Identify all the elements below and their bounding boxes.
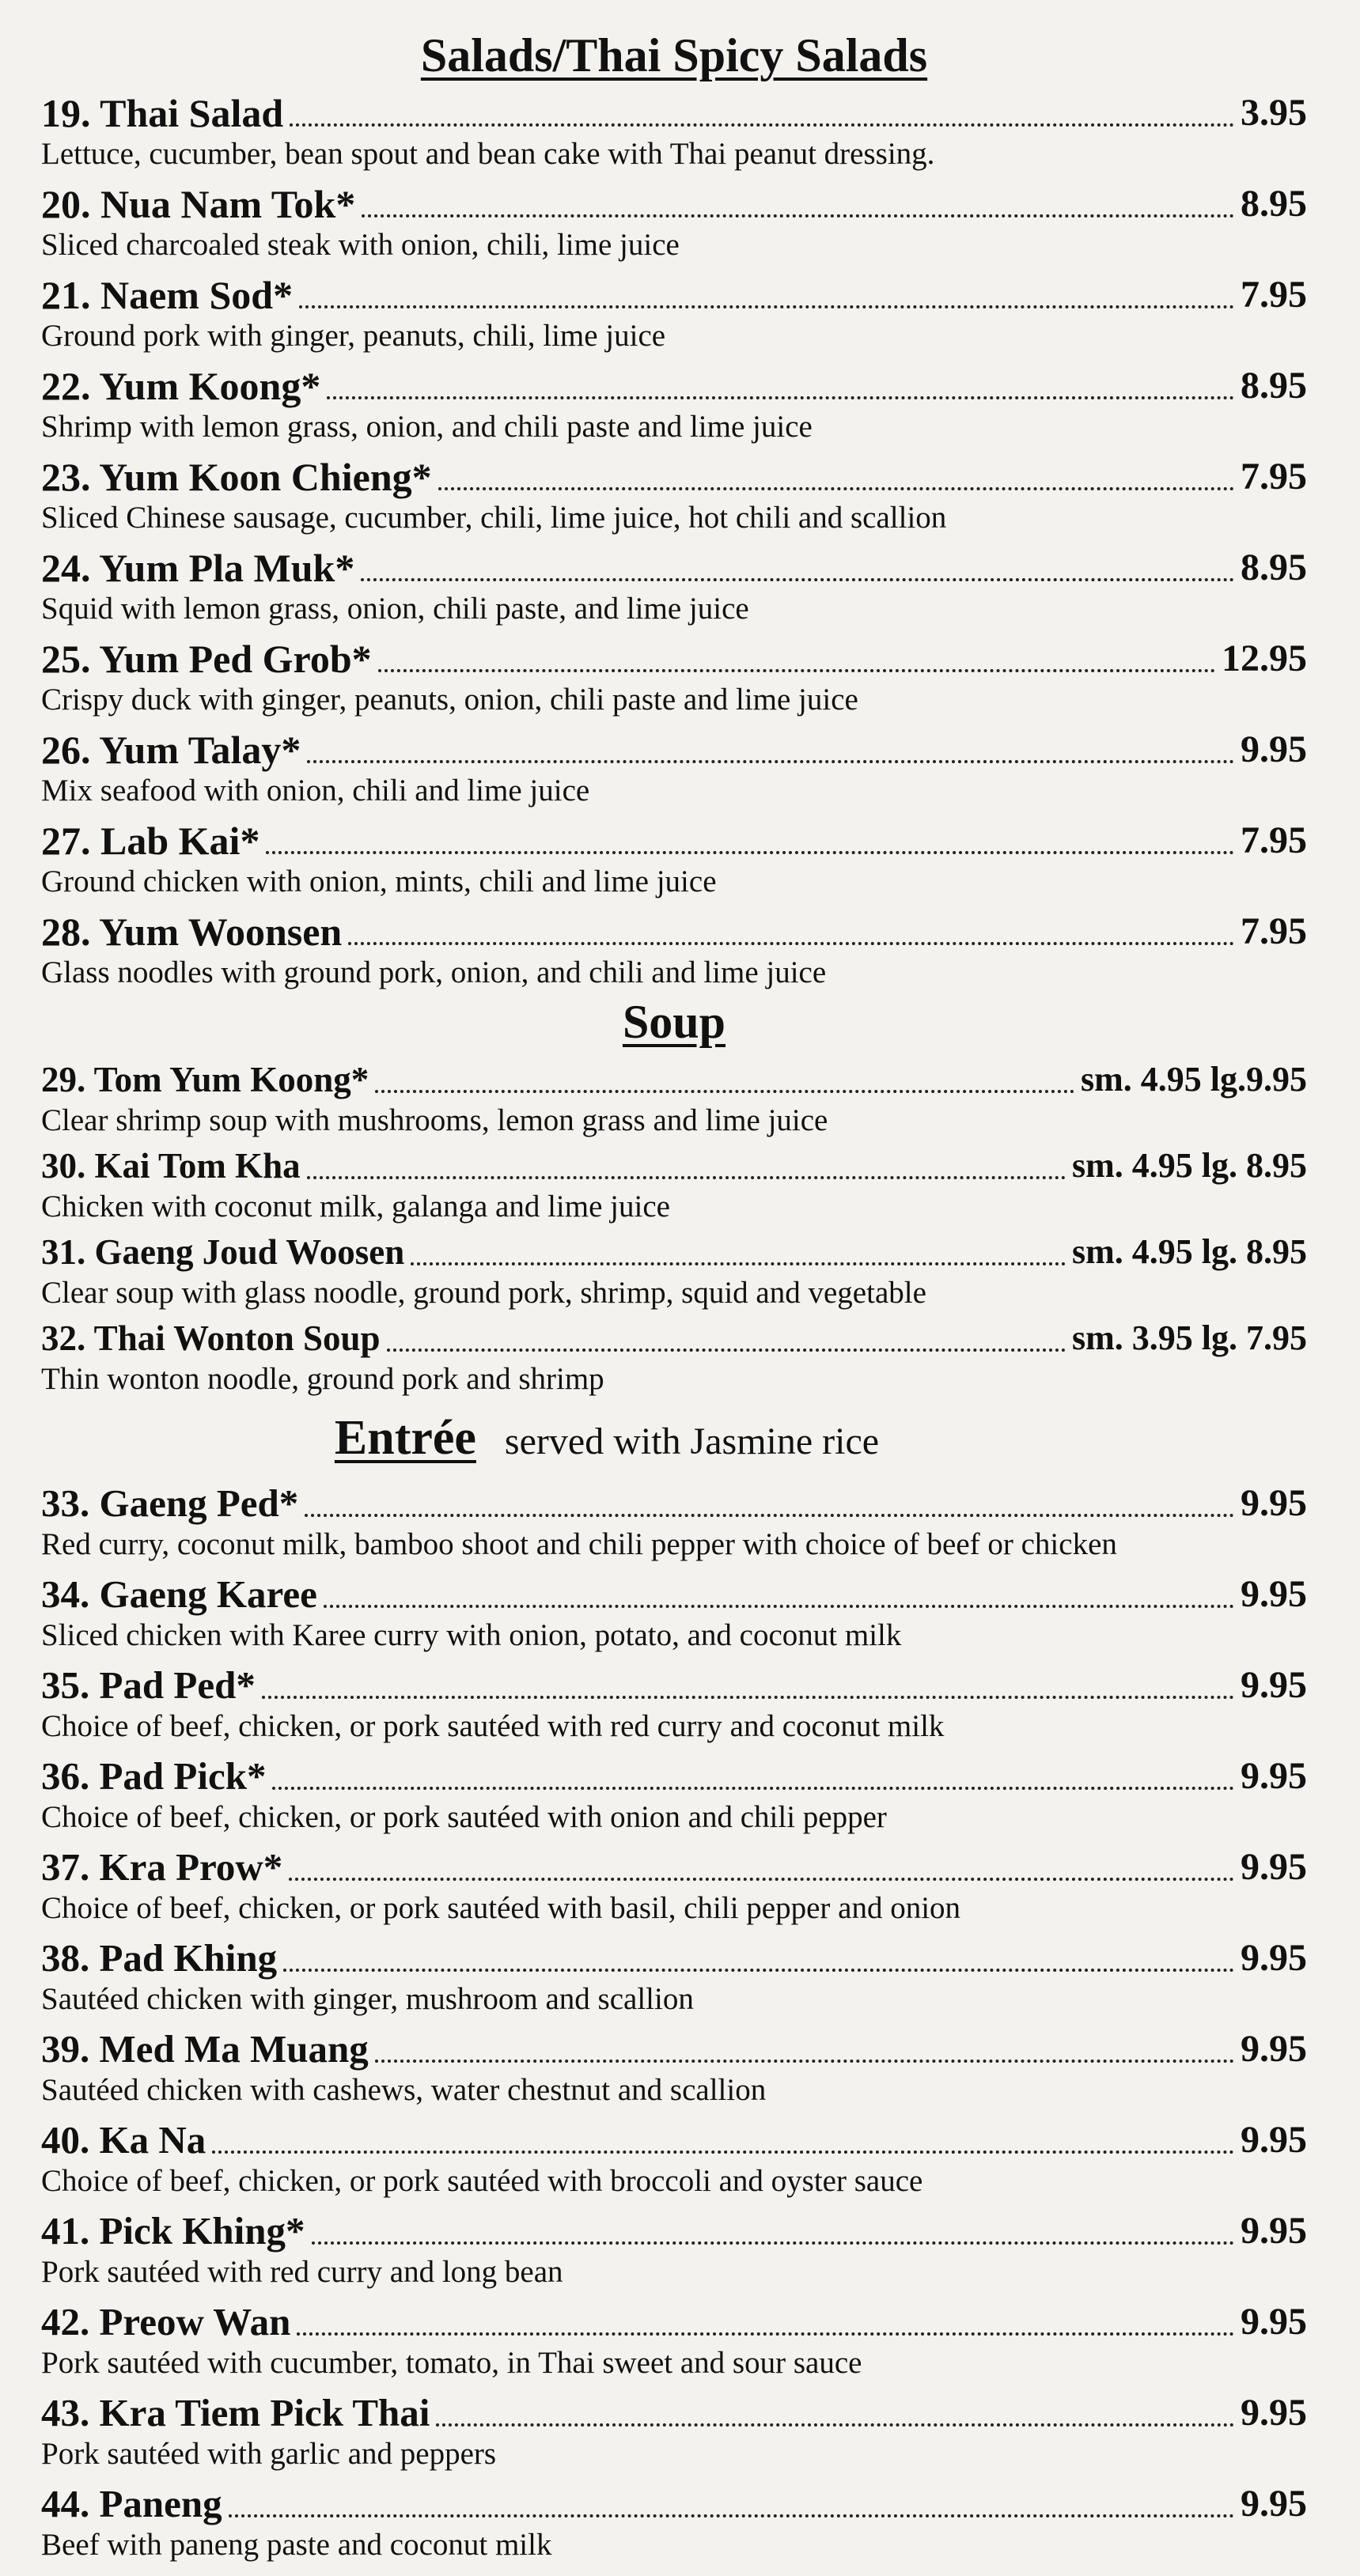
soup-item-list bbox=[41, 1053, 1307, 1398]
menu-item bbox=[41, 906, 1307, 997]
menu-item-name: 32. Thai Wonton Soup bbox=[41, 1318, 381, 1358]
menu-item-price: 9.95 bbox=[1241, 2483, 1307, 2525]
menu-item-name: 34. Gaeng Karee bbox=[41, 1572, 317, 1616]
menu-item-line bbox=[41, 87, 1307, 136]
menu-item-description: Sautéed chicken with cashews, water chestnut and scallion bbox=[41, 2073, 767, 2107]
dotted-leader bbox=[378, 669, 1215, 672]
menu-item-description: Choice of beef, chicken, or pork sautéed with broccoli and oyster sauce bbox=[41, 2164, 923, 2198]
menu-item-line bbox=[41, 1750, 1307, 1799]
entree-item-list bbox=[41, 1477, 1307, 2569]
menu-item-price: 7.95 bbox=[1241, 819, 1307, 861]
menu-item-line bbox=[41, 1659, 1307, 1708]
menu-item bbox=[41, 451, 1307, 542]
menu-item-name: 20. Nua Nam Tok* bbox=[41, 182, 356, 226]
menu-item-name: 39. Med Ma Muang bbox=[41, 2027, 369, 2071]
dotted-leader bbox=[299, 305, 1234, 308]
menu-item bbox=[41, 2114, 1307, 2205]
menu-item-name: 36. Pad Pick* bbox=[41, 1754, 267, 1798]
menu-item-name: 28. Yum Woonsen bbox=[41, 910, 343, 954]
menu-item-price: sm. 3.95 lg. 7.95 bbox=[1072, 1318, 1307, 1357]
menu-item-line bbox=[41, 2023, 1307, 2072]
dotted-leader bbox=[387, 1349, 1066, 1352]
menu-item-name: 33. Gaeng Ped* bbox=[41, 1481, 299, 1525]
dotted-leader bbox=[324, 1605, 1234, 1608]
menu-item-description: Crispy duck with ginger, peanuts, onion, chili paste and lime juice bbox=[41, 683, 858, 717]
menu-item bbox=[41, 633, 1307, 724]
menu-item-line bbox=[41, 906, 1307, 955]
menu-item-price: 7.95 bbox=[1241, 456, 1307, 497]
menu-item-price: 9.95 bbox=[1241, 1755, 1307, 1797]
menu-item-line bbox=[41, 815, 1307, 864]
menu-item-name: 24. Yum Pla Muk* bbox=[41, 546, 355, 590]
menu-item-description: Pork sautéed with garlic and peppers bbox=[41, 2437, 497, 2471]
menu-item bbox=[41, 815, 1307, 906]
menu-item-price: 9.95 bbox=[1241, 1846, 1307, 1888]
menu-item-description: Mix seafood with onion, chili and lime juice bbox=[41, 774, 590, 808]
entree-section bbox=[41, 1398, 1307, 2569]
menu-item-description: Sliced Chinese sausage, cucumber, chili, lime juice, hot chili and scallion bbox=[41, 501, 947, 535]
menu-item bbox=[41, 269, 1307, 360]
menu-item-line bbox=[41, 178, 1307, 227]
dotted-leader bbox=[361, 578, 1234, 581]
menu-item bbox=[41, 360, 1307, 451]
dotted-leader bbox=[305, 1514, 1234, 1517]
menu-item bbox=[41, 2023, 1307, 2114]
menu-item-line bbox=[41, 2296, 1307, 2345]
menu-item-name: 37. Kra Prow* bbox=[41, 1845, 283, 1889]
dotted-leader bbox=[290, 123, 1234, 127]
menu-item-price: 8.95 bbox=[1241, 547, 1307, 588]
menu-item-price: 9.95 bbox=[1241, 1937, 1307, 1979]
dotted-leader bbox=[229, 2514, 1234, 2517]
menu-item bbox=[41, 1477, 1307, 1568]
menu-item-description: Sautéed chicken with ginger, mushroom and scallion bbox=[41, 1982, 694, 2016]
menu-item-price: 9.95 bbox=[1241, 1664, 1307, 1706]
menu-item-description: Pork sautéed with cucumber, tomato, in Thai sweet and sour sauce bbox=[41, 2346, 862, 2380]
menu-item-line bbox=[41, 2478, 1307, 2527]
menu-item-price: 8.95 bbox=[1241, 365, 1307, 407]
menu-item-description: Choice of beef, chicken, or pork sautéed with basil, chili pepper and onion bbox=[41, 1891, 961, 1925]
menu-item-name: 29. Tom Yum Koong* bbox=[41, 1060, 369, 1099]
menu-item-name: 23. Yum Koon Chieng* bbox=[41, 455, 432, 499]
section-title-salads: Salads/Thai Spicy Salads bbox=[420, 29, 928, 81]
menu-item bbox=[41, 1140, 1307, 1226]
menu-item bbox=[41, 1659, 1307, 1750]
dotted-leader bbox=[436, 2423, 1234, 2427]
menu-item-line bbox=[41, 2387, 1307, 2436]
menu-item-line bbox=[41, 269, 1307, 318]
dotted-leader bbox=[307, 760, 1234, 763]
menu-item-line bbox=[41, 2205, 1307, 2254]
menu-item-line bbox=[41, 1477, 1307, 1526]
menu-item-description: Sliced charcoaled steak with onion, chili, lime juice bbox=[41, 228, 680, 262]
menu-item-name: 25. Yum Ped Grob* bbox=[41, 637, 372, 681]
dotted-leader bbox=[362, 214, 1234, 218]
menu-item-description: Choice of beef, chicken, or pork sautéed with red curry and coconut milk bbox=[41, 1709, 945, 1743]
menu-item-price: 9.95 bbox=[1241, 2028, 1307, 2070]
dotted-leader bbox=[272, 1787, 1234, 1790]
menu-item-description: Clear soup with glass noodle, ground pork, shrimp, squid and vegetable bbox=[41, 1276, 926, 1310]
menu-item-line bbox=[41, 633, 1307, 682]
dotted-leader bbox=[348, 942, 1234, 945]
menu-item-name: 44. Paneng bbox=[41, 2482, 222, 2525]
menu-item bbox=[41, 2478, 1307, 2569]
dotted-leader bbox=[297, 2332, 1234, 2336]
menu-item bbox=[41, 2205, 1307, 2296]
salads-item-list bbox=[41, 87, 1307, 997]
menu-item-line bbox=[41, 1140, 1307, 1189]
menu-item-description: Ground pork with ginger, peanuts, chili, lime juice bbox=[41, 319, 666, 353]
menu-item bbox=[41, 2387, 1307, 2478]
dotted-leader bbox=[307, 1176, 1066, 1179]
menu-item-name: 21. Naem Sod* bbox=[41, 273, 294, 317]
menu-item-line bbox=[41, 1568, 1307, 1617]
menu-item bbox=[41, 1932, 1307, 2023]
menu-item-name: 26. Yum Talay* bbox=[41, 728, 301, 772]
menu-item-price: 9.95 bbox=[1241, 2392, 1307, 2434]
menu-item bbox=[41, 1841, 1307, 1932]
menu-item-name: 38. Pad Khing bbox=[41, 1936, 278, 1980]
menu-item-description: Choice of beef, chicken, or pork sautéed with onion and chili pepper bbox=[41, 1800, 887, 1834]
menu-item-line bbox=[41, 1053, 1307, 1103]
menu-item-price: 12.95 bbox=[1222, 637, 1307, 679]
dotted-leader bbox=[438, 487, 1234, 490]
menu-item-description: Squid with lemon grass, onion, chili paste, and lime juice bbox=[41, 592, 749, 626]
menu-item-line bbox=[41, 2114, 1307, 2163]
dotted-leader bbox=[411, 1262, 1066, 1265]
dotted-leader bbox=[312, 2241, 1234, 2245]
menu-item-description: Pork sautéed with red curry and long bean bbox=[41, 2255, 563, 2289]
dotted-leader bbox=[266, 851, 1234, 854]
dotted-leader bbox=[212, 2150, 1234, 2154]
section-title-entree: Entrée bbox=[334, 1411, 476, 1465]
menu-item-price: 9.95 bbox=[1241, 1573, 1307, 1615]
menu-item-description: Ground chicken with onion, mints, chili and lime juice bbox=[41, 864, 717, 898]
menu-item-description: Sliced chicken with Karee curry with onion, potato, and coconut milk bbox=[41, 1618, 902, 1652]
menu-item bbox=[41, 542, 1307, 633]
menu-item-description: Red curry, coconut milk, bamboo shoot and chili pepper with choice of beef or chicken bbox=[41, 1527, 1117, 1561]
menu-page bbox=[41, 24, 1307, 2569]
menu-item-description: Thin wonton noodle, ground pork and shrimp bbox=[41, 1362, 604, 1396]
menu-item-name: 41. Pick Khing* bbox=[41, 2209, 305, 2253]
menu-item-name: 27. Lab Kai* bbox=[41, 819, 260, 863]
menu-item-name: 42. Preow Wan bbox=[41, 2300, 291, 2343]
menu-item-price: 9.95 bbox=[1241, 2119, 1307, 2161]
dotted-leader bbox=[283, 1969, 1234, 1972]
salads-section bbox=[41, 24, 1307, 997]
menu-item-name: 43. Kra Tiem Pick Thai bbox=[41, 2391, 430, 2434]
menu-item-description: Beef with paneng paste and coconut milk bbox=[41, 2528, 552, 2562]
menu-item-line bbox=[41, 1312, 1307, 1361]
menu-item-description: Glass noodles with ground pork, onion, and chili and lime juice bbox=[41, 955, 827, 989]
menu-item-line bbox=[41, 542, 1307, 591]
menu-item-description: Shrimp with lemon grass, onion, and chili paste and lime juice bbox=[41, 410, 813, 444]
menu-item-price: 9.95 bbox=[1241, 2301, 1307, 2343]
menu-item bbox=[41, 1053, 1307, 1140]
menu-item-line bbox=[41, 451, 1307, 500]
menu-item-name: 31. Gaeng Joud Woosen bbox=[41, 1232, 405, 1272]
menu-item-price: 3.95 bbox=[1241, 92, 1307, 134]
menu-item bbox=[41, 1226, 1307, 1312]
menu-item-name: 30. Kai Tom Kha bbox=[41, 1146, 301, 1186]
menu-item-description: Clear shrimp soup with mushrooms, lemon grass and lime juice bbox=[41, 1103, 828, 1137]
menu-item-price: 8.95 bbox=[1241, 183, 1307, 225]
menu-item bbox=[41, 1568, 1307, 1659]
menu-item-price: 7.95 bbox=[1241, 274, 1307, 316]
menu-item-line bbox=[41, 724, 1307, 773]
menu-item bbox=[41, 178, 1307, 269]
dotted-leader bbox=[262, 1696, 1234, 1699]
entree-subtitle: served with Jasmine rice bbox=[504, 1420, 880, 1462]
dotted-leader bbox=[375, 1090, 1074, 1093]
menu-item-name: 35. Pad Ped* bbox=[41, 1663, 256, 1707]
menu-item-name: 22. Yum Koong* bbox=[41, 364, 321, 408]
menu-item-price: sm. 4.95 lg. 8.95 bbox=[1072, 1146, 1307, 1185]
menu-item bbox=[41, 1750, 1307, 1841]
menu-item bbox=[41, 2296, 1307, 2387]
menu-item-name: 19. Thai Salad bbox=[41, 91, 284, 135]
dotted-leader bbox=[375, 2060, 1234, 2063]
section-title-soup: Soup bbox=[622, 996, 726, 1048]
menu-item bbox=[41, 87, 1307, 178]
menu-item-price: 9.95 bbox=[1241, 2210, 1307, 2252]
menu-item bbox=[41, 1312, 1307, 1398]
menu-item-price: 9.95 bbox=[1241, 1482, 1307, 1524]
menu-item-price: sm. 4.95 lg. 8.95 bbox=[1072, 1232, 1307, 1271]
menu-item-line bbox=[41, 360, 1307, 409]
menu-item-price: 9.95 bbox=[1241, 728, 1307, 770]
menu-item-name: 40. Ka Na bbox=[41, 2118, 206, 2162]
menu-item-line bbox=[41, 1841, 1307, 1890]
menu-item-description: Chicken with coconut milk, galanga and lime juice bbox=[41, 1190, 670, 1224]
menu-item bbox=[41, 724, 1307, 815]
menu-item-description: Lettuce, cucumber, bean spout and bean cake with Thai peanut dressing. bbox=[41, 137, 935, 171]
entree-heading bbox=[41, 1398, 1307, 1477]
menu-item-price: 7.95 bbox=[1241, 910, 1307, 952]
menu-item-price: sm. 4.95 lg.9.95 bbox=[1081, 1060, 1307, 1099]
dotted-leader bbox=[289, 1878, 1234, 1881]
menu-item-line bbox=[41, 1932, 1307, 1981]
soup-section bbox=[41, 990, 1307, 1398]
menu-item-line bbox=[41, 1226, 1307, 1275]
dotted-leader bbox=[327, 396, 1234, 399]
